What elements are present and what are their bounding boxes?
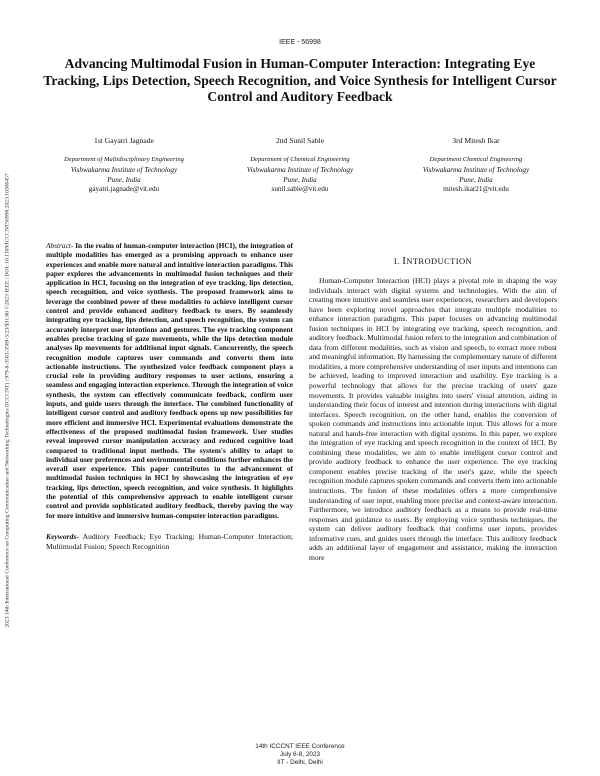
- page-footer: [0, 743, 600, 766]
- abstract-label: Abstract-: [46, 241, 74, 250]
- author-department: Department Chemical Engineering: [429, 155, 523, 163]
- section-heading-introduction: [309, 255, 557, 267]
- section-heading-rest: NTRODUCTION: [406, 256, 473, 266]
- keywords-text: Auditory Feedback; Eye Tracking; Human-Computer Interaction; Multimodal Fusion; Speech Recognition: [46, 531, 293, 551]
- author-institution: Vishwakarma Institute of Technology: [70, 166, 178, 174]
- author-institution: Vishwakarma Institute of Technology: [246, 166, 354, 174]
- keywords-label: Keywords-: [46, 531, 79, 541]
- author-institution: Vishwakarma Institute of Technology: [422, 166, 530, 174]
- author-name: 2nd Sunil Sable: [275, 136, 325, 145]
- author-1: [40, 136, 208, 195]
- author-location: Pune, India: [459, 175, 493, 184]
- author-department: Department of Multidisciplinary Engineering: [64, 155, 184, 163]
- footer-date: July 6-8, 2023: [279, 750, 321, 758]
- introduction-text: Human-Computer Interaction (HCI) plays a pivotal role in shaping the way individuals interact with digital systems and technologies. With the aim of creating more intuitive and seamless user experiences, researchers and developers have been exploring novel approaches that integrate multiple modalities to enhance interaction paradigms. This paper focuses on advancing multimodal fusion techniques in HCI by integrating eye tracking, speech recognition, and auditory feedback. Multimodal fusion refers to the integration and combination of data from different modalities, such as vision and speech, to extract more robust and meaningful information. By harnessing the complementary nature of different modalities, a more comprehensive understanding of user inputs and intentions can be achieved, leading to improved interaction and usability. Eye tracking is a powerful technology that allows for the precise tracking of users' gaze movements. It provides valuable insights into users' visual attention, aiding in understanding their focus of interest and intention during interactions with digital interfaces. Speech recognition, on the other hand, enables the conversion of spoken commands and instructions into actionable input. This allows for a more natural and hands-free interaction with digital systems. In this paper, we explore the integration of eye tracking and speech recognition in the context of HCI. By combining these modalities, we aim to enable intelligent cursor control and provide auditory feedback to enhance the user experience. The eye tracking component enables precise tracking of the user's gaze, while the speech recognition module captures spoken commands and converts them into actionable instructions. The fusion of these modalities offers a more comprehensive understanding of user input, enabling more precise and context-aware interaction. Furthermore, we introduce auditory feedback as a means to provide real-time responses and guidance to users. By employing voice synthesis techniques, the system can deliver auditory feedback that confirms user inputs, provides informative cues, and guides users through the interface. This auditory feedback adds an additional layer of engagement and assistance, making the interaction more: [309, 276, 557, 562]
- author-block: [40, 136, 560, 195]
- author-3: [392, 136, 560, 195]
- author-2: [216, 136, 384, 195]
- author-location: Pune, India: [107, 175, 141, 184]
- paper-title: Advancing Multimodal Fusion in Human-Computer Interaction: Integrating Eye Tracking, Lips Detection, Speech Recognition, and Voice Synthesis for Intelligent Cursor Control and Auditory Feedback: [43, 56, 557, 104]
- section-number: I.: [393, 256, 400, 266]
- side-doi-note: 2023 14th International Conference on Computing Communication and Networking Technologies (ICCCNT) | 979-8-3503-3509-5/23/$31.00 ©2023 IEEE | DOI: 10.1109/ICCCNT56998.2023.10306457: [4, 173, 11, 628]
- author-email: sunil.sable@vit.edu: [271, 185, 329, 193]
- abstract-text: In the realm of human-computer interaction (HCI), the integration of multiple modalities has emerged as a promising approach to enhance user experiences and enable more natural and intuitive interaction paradigms. This paper explores the advancements in multimodal fusion techniques and their application in HCI, focusing on the integration of eye tracking, lips detection, speech recognition, and voice synthesis. The proposed framework aims to leverage the combined power of these modalities to achieve intelligent cursor control and provide enhanced auditory feedback to users. By seamlessly integrating eye tracking, lips detection, and speech recognition, the system can accurately interpret user intentions and gestures. The eye tracking component enables precise tracking of gaze movements, while the lips detection module analyses lip movements for additional input signals. Concurrently, the speech recognition module captures user commands and converts them into actionable instructions. The synthesized voice feedback component plays a crucial role in providing auditory responses to user actions, ensuring a seamless and engaging interaction experience. Through the integration of voice synthesis, the system can effectively communicate feedback, confirm user inputs, and guide users through the interface. The combined functionality of intelligent cursor control and auditory feedback opens up new possibilities for more efficient and immersive HCI. Experimental evaluations demonstrate the effectiveness of the proposed multimodal fusion framework. User studies reveal improved cursor manipulation accuracy and reduced cognitive load compared to traditional input methods. The system's ability to adapt to individual user preferences and environmental conditions further enhances the overall user experience. This paper contributes to the advancement of multimodal fusion techniques in HCI by showcasing the integration of eye tracking, lips detection, speech recognition, and voice synthesis. It highlights the potential of this comprehensive approach to enable intelligent cursor control and provide sophisticated auditory feedback, thereby paving the way for more intuitive and immersive human-computer interaction paradigms.: [46, 241, 293, 520]
- author-department: Department of Chemical Engineering: [250, 155, 350, 163]
- author-email: mitesh.ikar21@vit.edu: [443, 185, 509, 193]
- left-column: [46, 241, 293, 552]
- right-column: [309, 255, 557, 562]
- author-name: 1st Gayatri Jagnade: [94, 136, 154, 145]
- abstract: [46, 241, 293, 520]
- keywords: [46, 532, 293, 552]
- section-heading-initial: I: [402, 255, 407, 267]
- conference-id: IEEE - 56998: [279, 39, 321, 46]
- footer-conference: 14th ICCCNT IEEE Conference: [255, 743, 345, 750]
- footer-location: IIT - Delhi, Delhi: [277, 758, 323, 766]
- author-location: Pune, India: [283, 175, 317, 184]
- author-email: gayatri.jagnade@vit.edu: [88, 185, 160, 193]
- author-name: 3rd Mitesh Ikar: [452, 136, 500, 145]
